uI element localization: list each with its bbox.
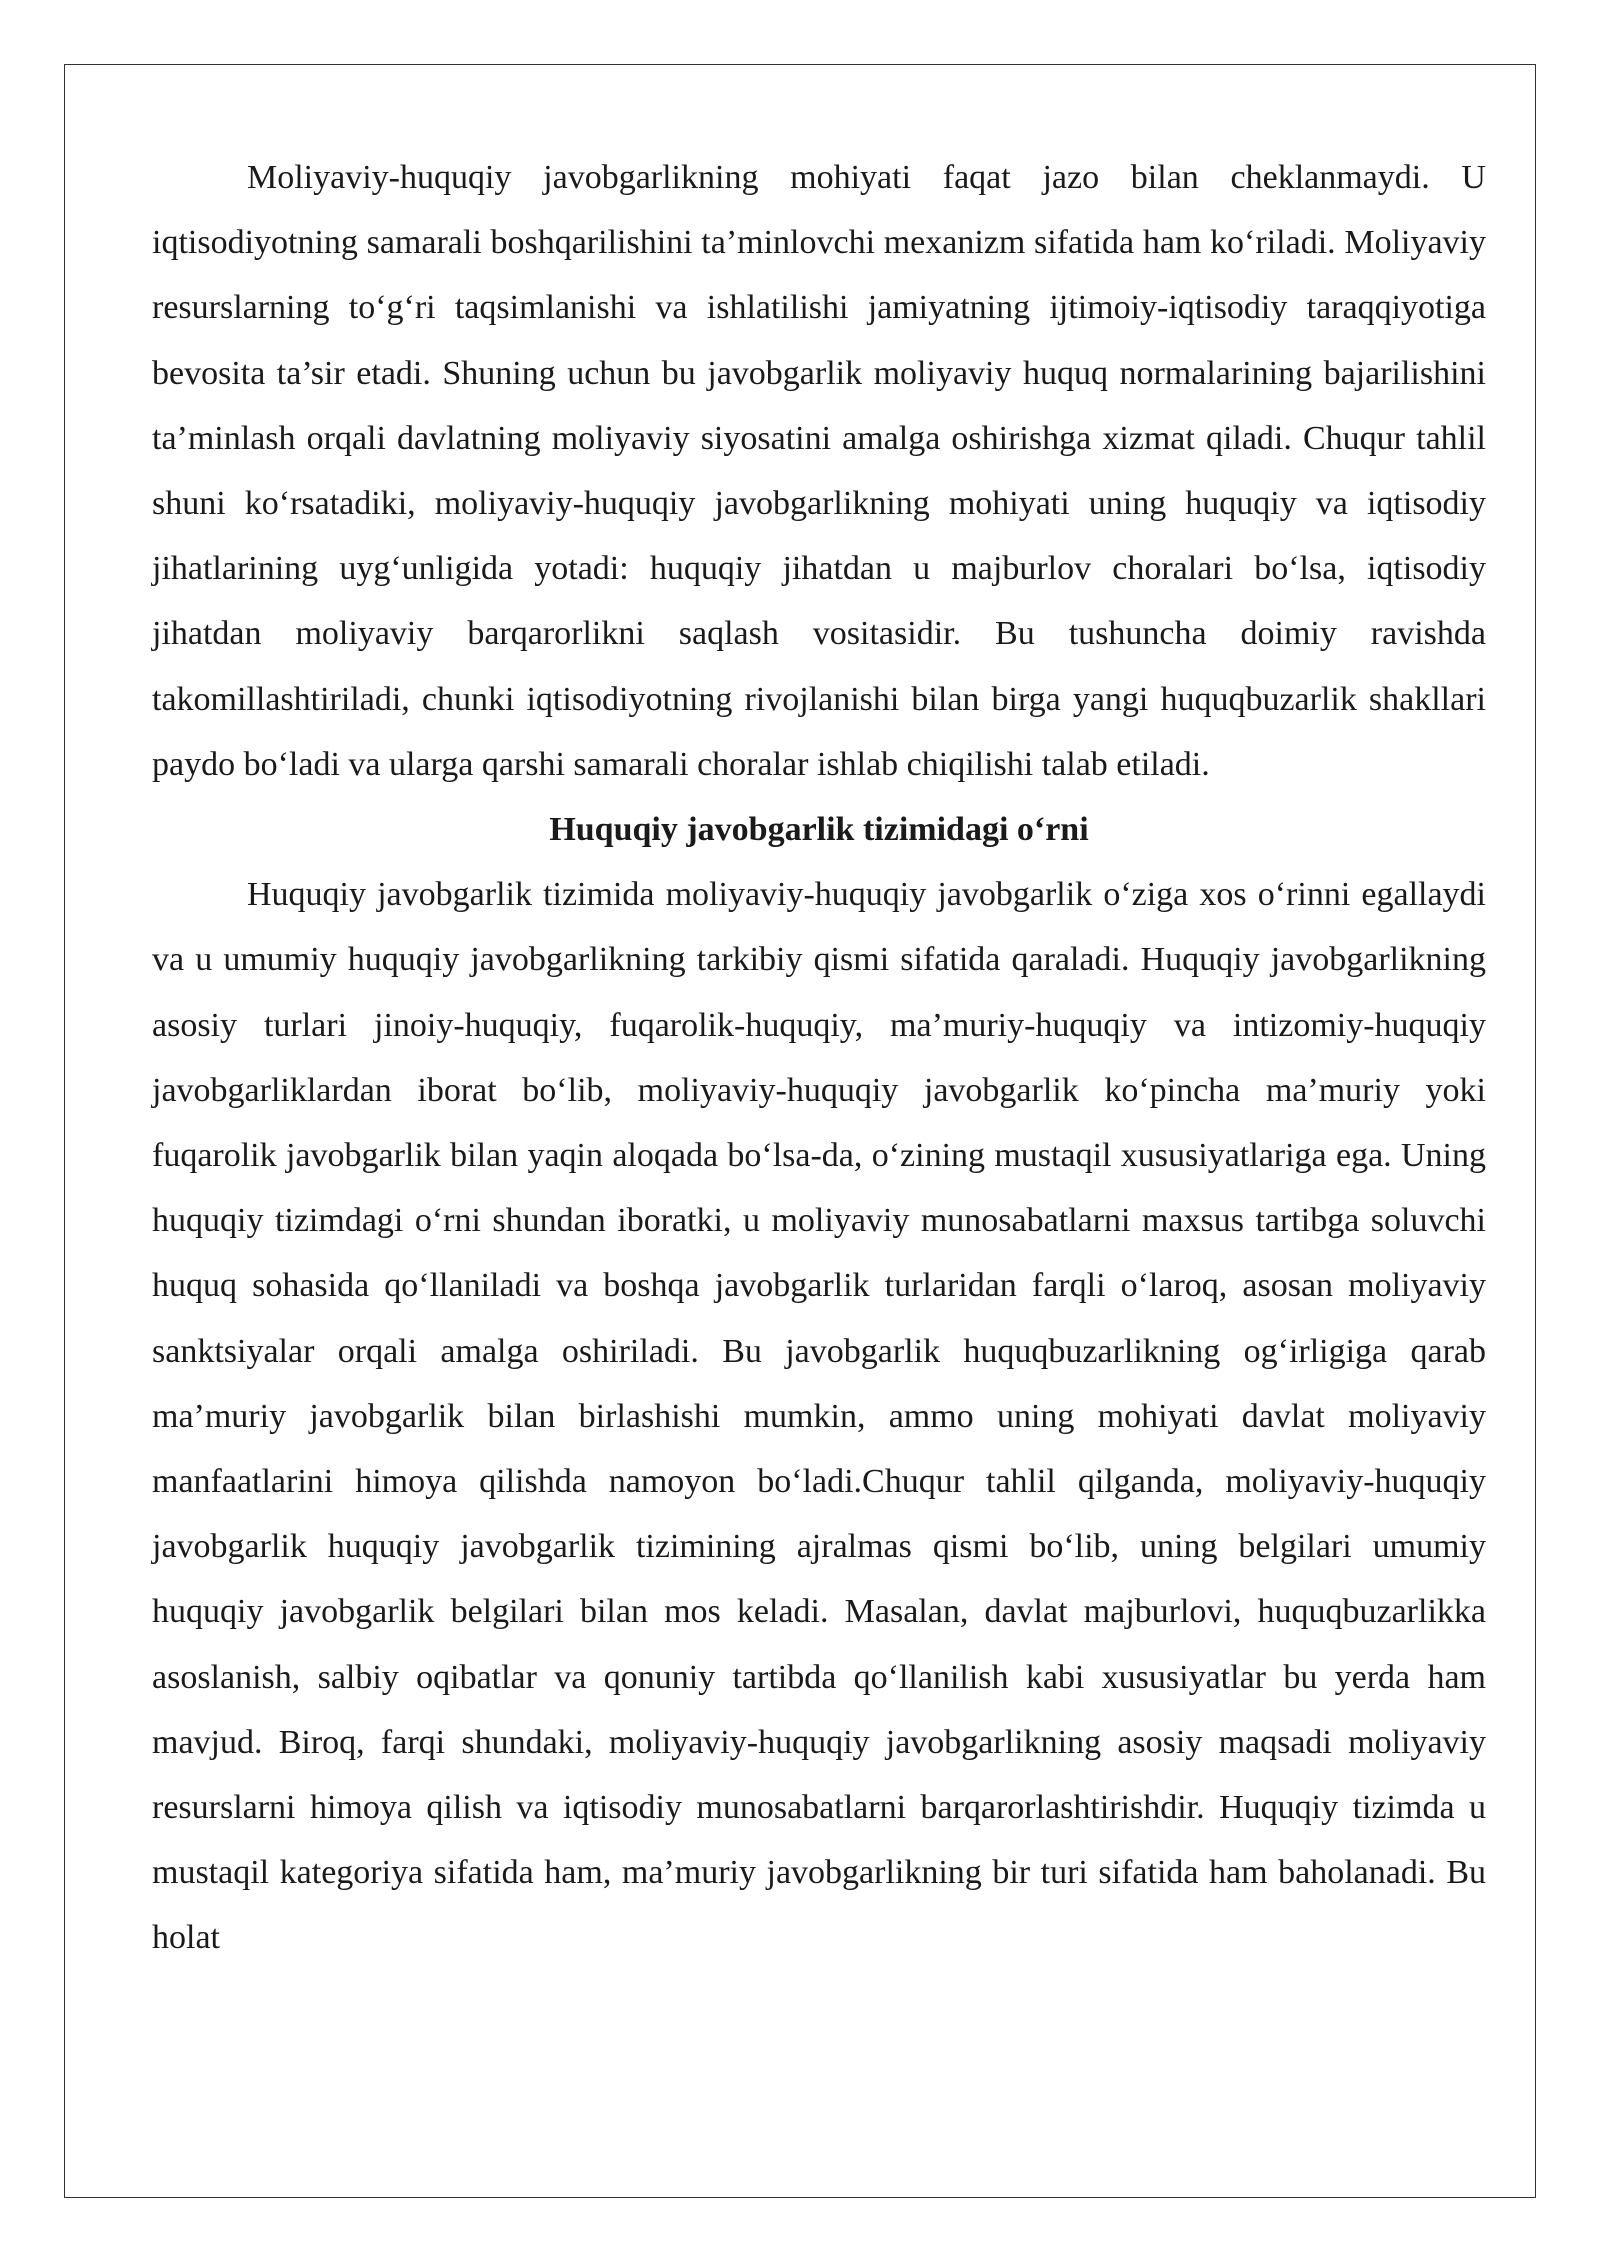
paragraph-1: Moliyaviy-huquqiy javobgarlikning mohiyati faqat jazo bilan cheklanmaydi. U iqtisodiyotning samarali boshqarilishini ta’minlovchi mexanizm sifatida ham ko‘riladi. Moliyaviy resurslarning to‘g‘ri taqsimlanishi va ishlatilishi jamiyatning ijtimoiy-iqtisodiy taraqqiyotiga bevosita ta’sir etadi. Shuning uchun bu javobgarlik moliyaviy huquq normalarining bajarilishini ta’minlash orqali davlatning moliyaviy siyosatini amalga oshirishga xizmat qiladi. Chuqur tahlil shuni ko‘rsatadiki, moliyaviy-huquqiy javobgarlikning mohiyati uning huquqiy va iqtisodiy jihatlarining uyg‘unligida yotadi: huquqiy jihatdan u majburlov choralari bo‘lsa, iqtisodiy jihatdan moliyaviy barqarorlikni saqlash vositasidir. Bu tushuncha doimiy ravishda takomillashtiriladi, chunki iqtisodiyotning rivojlanishi bilan birga yangi huquqbuzarlik shakllari paydo bo‘ladi va ularga qarshi samarali choralar ishlab chiqilishi talab etiladi. <box>152 159 1486 783</box>
section-heading: Huquqiy javobgarlik tizimidagi o‘rni <box>549 811 1089 849</box>
document-body <box>152 145 1486 1971</box>
paragraph-2: Huquqiy javobgarlik tizimida moliyaviy-huquqiy javobgarlik o‘ziga xos o‘rinni egallaydi va u umumiy huquqiy javobgarlikning tarkibiy qismi sifatida qaraladi. Huquqiy javobgarlikning asosiy turlari jinoiy-huquqiy, fuqarolik-huquqiy, ma’muriy-huquqiy va intizomiy-huquqiy javobgarliklardan iborat bo‘lib, moliyaviy-huquqiy javobgarlik ko‘pincha ma’muriy yoki fuqarolik javobgarlik bilan yaqin aloqada bo‘lsa-da, o‘zining mustaqil xususiyatlariga ega. Uning huquqiy tizimdagi o‘rni shundan iboratki, u moliyaviy munosabatlarni maxsus tartibga soluvchi huquq sohasida qo‘llaniladi va boshqa javobgarlik turlaridan farqli o‘laroq, asosan moliyaviy sanktsiyalar orqali amalga oshiriladi. Bu javobgarlik huquqbuzarlikning og‘irligiga qarab ma’muriy javobgarlik bilan birlashishi mumkin, ammo uning mohiyati davlat moliyaviy manfaatlarini himoya qilishda namoyon bo‘ladi.Chuqur tahlil qilganda, moliyaviy-huquqiy javobgarlik huquqiy javobgarlik tizimining ajralmas qismi bo‘lib, uning belgilari umumiy huquqiy javobgarlik belgilari bilan mos keladi. Masalan, davlat majburlovi, huquqbuzarlikka asoslanish, salbiy oqibatlar va qonuniy tartibda qo‘llanilish kabi xususiyatlar bu yerda ham mavjud. Biroq, farqi shundaki, moliyaviy-huquqiy javobgarlikning asosiy maqsadi moliyaviy resurslarni himoya qilish va iqtisodiy munosabatlarni barqarorlashtirishdir. Huquqiy tizimda u mustaqil kategoriya sifatida ham, ma’muriy javobgarlikning bir turi sifatida ham baholanadi. Bu holat <box>152 876 1486 1957</box>
